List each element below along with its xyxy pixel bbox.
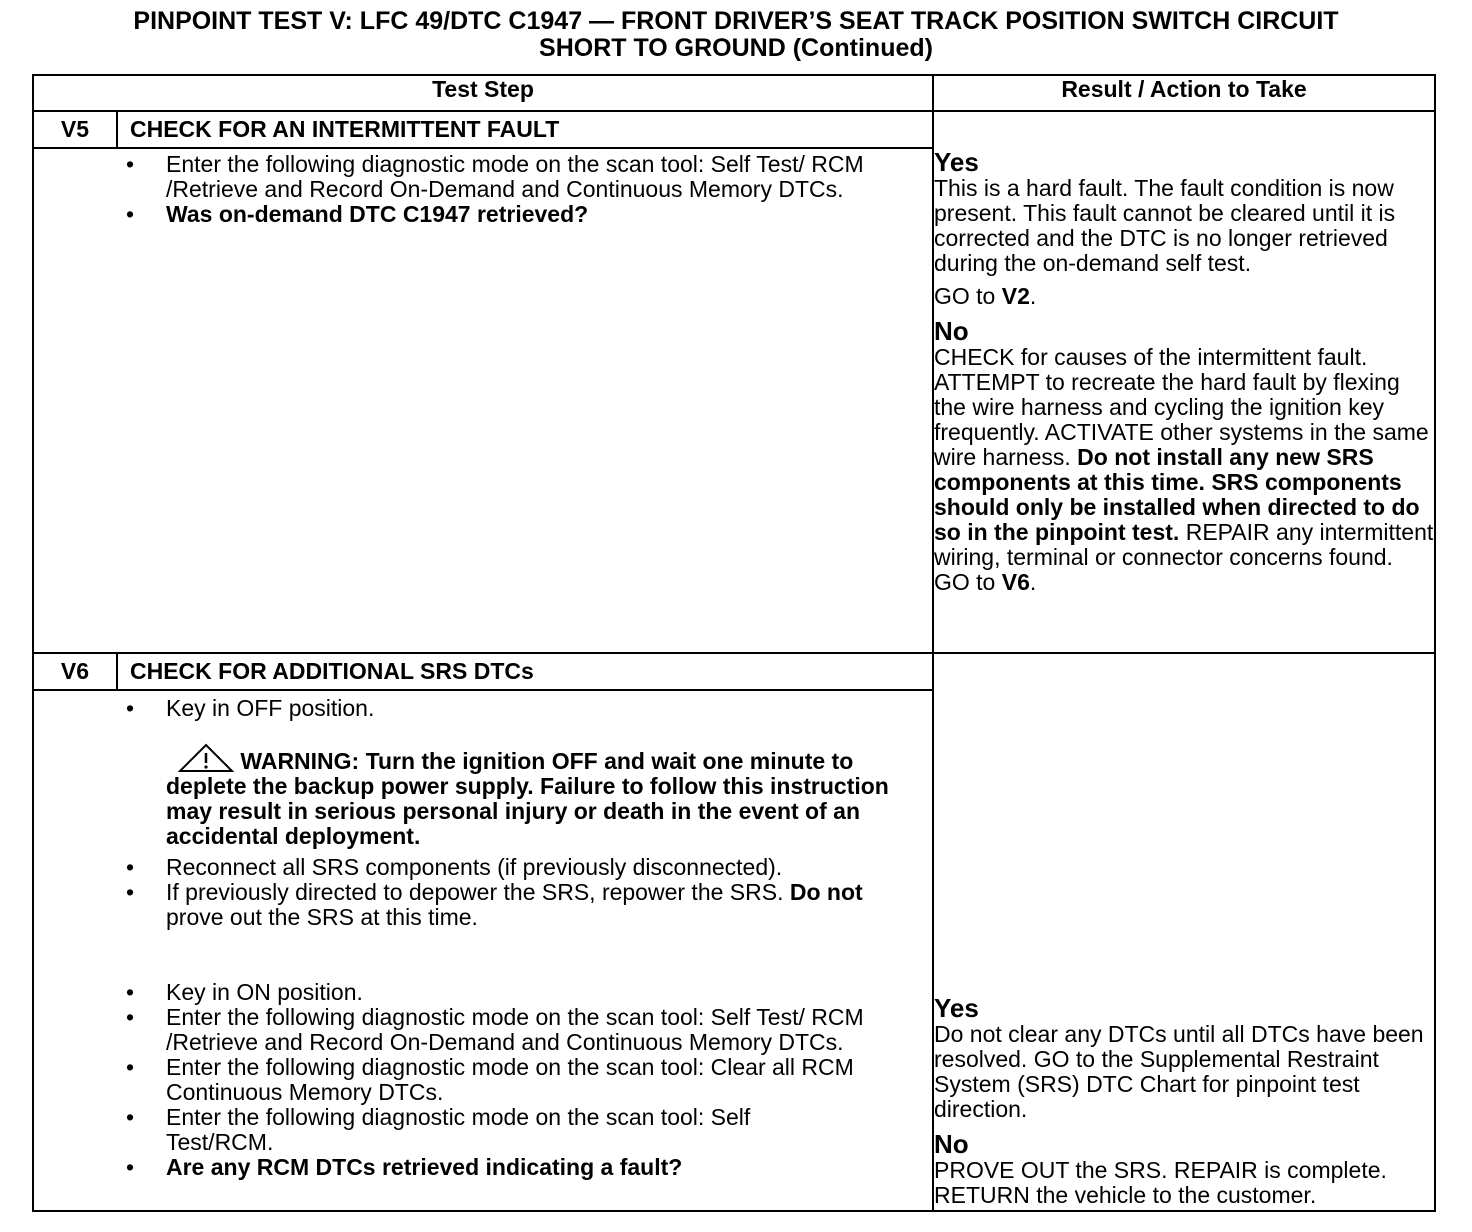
step-v6-heading xyxy=(34,654,932,691)
page-title xyxy=(0,8,1472,62)
step-v5-cell xyxy=(33,111,933,653)
no-label: No xyxy=(934,316,969,346)
title-line-1: PINPOINT TEST V: LFC 49/DTC C1947 — FRONT DRIVER’S SEAT TRACK POSITION SWITCH CIRCUIT xyxy=(133,7,1339,35)
bullet-item: • Key in OFF position. xyxy=(124,696,932,721)
goto-text: GO to xyxy=(934,283,1002,309)
no-text-part: CHECK for causes of the intermittent fault. ATTEMPT to recreate the hard fault by flexing the wire harness and cycling the ignition key frequently. ACTIVATE other systems in the same wire harness. xyxy=(934,344,1429,470)
step-v5-heading xyxy=(34,112,932,149)
warning-triangle-icon xyxy=(178,743,234,773)
step-title: CHECK FOR ADDITIONAL SRS DTCs xyxy=(130,658,534,684)
bullet-item-question xyxy=(124,202,932,227)
step-v6-bullets-a xyxy=(34,691,932,721)
no-bold-text: Do not install any new SRS components at this time. SRS components should only be installed when directed to do so in the pinpoint test. xyxy=(934,444,1420,545)
bullet-item xyxy=(124,880,932,930)
step-v6-row xyxy=(33,653,1435,1211)
step-id: V5 xyxy=(34,112,118,147)
yes-label: Yes xyxy=(934,147,979,177)
question-text: Are any RCM DTCs retrieved indicating a fault? xyxy=(166,1154,683,1180)
no-text: PROVE OUT the SRS. REPAIR is complete. RETURN the vehicle to the customer. xyxy=(934,1157,1387,1208)
no-text: CHECK for causes of the intermittent fault. ATTEMPT to recreate the hard fault by flexing the wire harness and cycling the ignition key frequently. ACTIVATE other systems in the same wire harness. Do not install any new SRS components at this time. SRS components should only be installed when directed to do so in the pinpoint test. REPAIR any intermittent wiring, terminal or connector concerns found. GO to V6. xyxy=(934,344,1434,595)
warning-block xyxy=(34,743,932,849)
no-label: No xyxy=(934,1129,969,1159)
goto-target: V2 xyxy=(1001,283,1030,309)
no-text-part: REPAIR any intermittent wiring, terminal or connector concerns found. GO to xyxy=(934,519,1434,595)
step-v5-bullets xyxy=(34,149,932,227)
yes-text: Do not clear any DTCs until all DTCs have been resolved. GO to the Supplemental Restraint System (SRS) DTC Chart for pinpoint test direction. xyxy=(934,1021,1424,1122)
bullet-bold: Do not xyxy=(789,879,863,905)
bullet-item: • Key in ON position. xyxy=(124,980,932,1005)
pinpoint-table xyxy=(32,74,1436,1212)
bullet-item: • Reconnect all SRS components (if previously disconnected). xyxy=(124,855,932,880)
goto-target: V6 xyxy=(1001,569,1030,595)
bullet-text: prove out the SRS at this time. xyxy=(166,904,478,930)
result-v6-cell xyxy=(933,653,1435,1211)
step-v6-bullets-b xyxy=(34,855,932,930)
header-result: Result / Action to Take xyxy=(933,75,1435,111)
yes-goto: GO to V2. xyxy=(934,283,1037,309)
table-header-row xyxy=(33,75,1435,111)
step-v6-cell xyxy=(33,653,933,1211)
warning-text: WARNING: Turn the ignition OFF and wait one minute to deplete the backup power supply. Failure to follow this instruction may result in serious personal injury or death in the event of an accidental deployment. xyxy=(166,748,889,849)
header-test-step: Test Step xyxy=(33,75,933,111)
step-id: V6 xyxy=(34,654,118,689)
bullet-item: • Enter the following diagnostic mode on the scan tool: Self Test/RCM. xyxy=(124,1105,932,1155)
yes-label: Yes xyxy=(934,993,979,1023)
step-v6-bullets-c xyxy=(34,980,932,1180)
title-line-2: SHORT TO GROUND (Continued) xyxy=(539,34,933,62)
bullet-item: • Enter the following diagnostic mode on the scan tool: Self Test/ RCM /Retrieve and Record On-Demand and Continuous Memory DTCs. xyxy=(124,1005,932,1055)
result-v5-cell xyxy=(933,111,1435,653)
bullet-item-question xyxy=(124,1155,932,1180)
question-text: Was on-demand DTC C1947 retrieved? xyxy=(166,201,589,227)
step-title: CHECK FOR AN INTERMITTENT FAULT xyxy=(130,116,560,142)
yes-text: This is a hard fault. The fault condition is now present. This fault cannot be cleared until it is corrected and the DTC is no longer retrieved during the on-demand self test. xyxy=(934,175,1396,276)
step-v5-row xyxy=(33,111,1435,653)
bullet-item: • Enter the following diagnostic mode on the scan tool: Self Test/ RCM /Retrieve and Record On-Demand and Continuous Memory DTCs. xyxy=(124,152,932,202)
bullet-text: If previously directed to depower the SRS, repower the SRS. xyxy=(166,879,790,905)
bullet-item: • Enter the following diagnostic mode on the scan tool: Clear all RCM Continuous Memory DTCs. xyxy=(124,1055,932,1105)
